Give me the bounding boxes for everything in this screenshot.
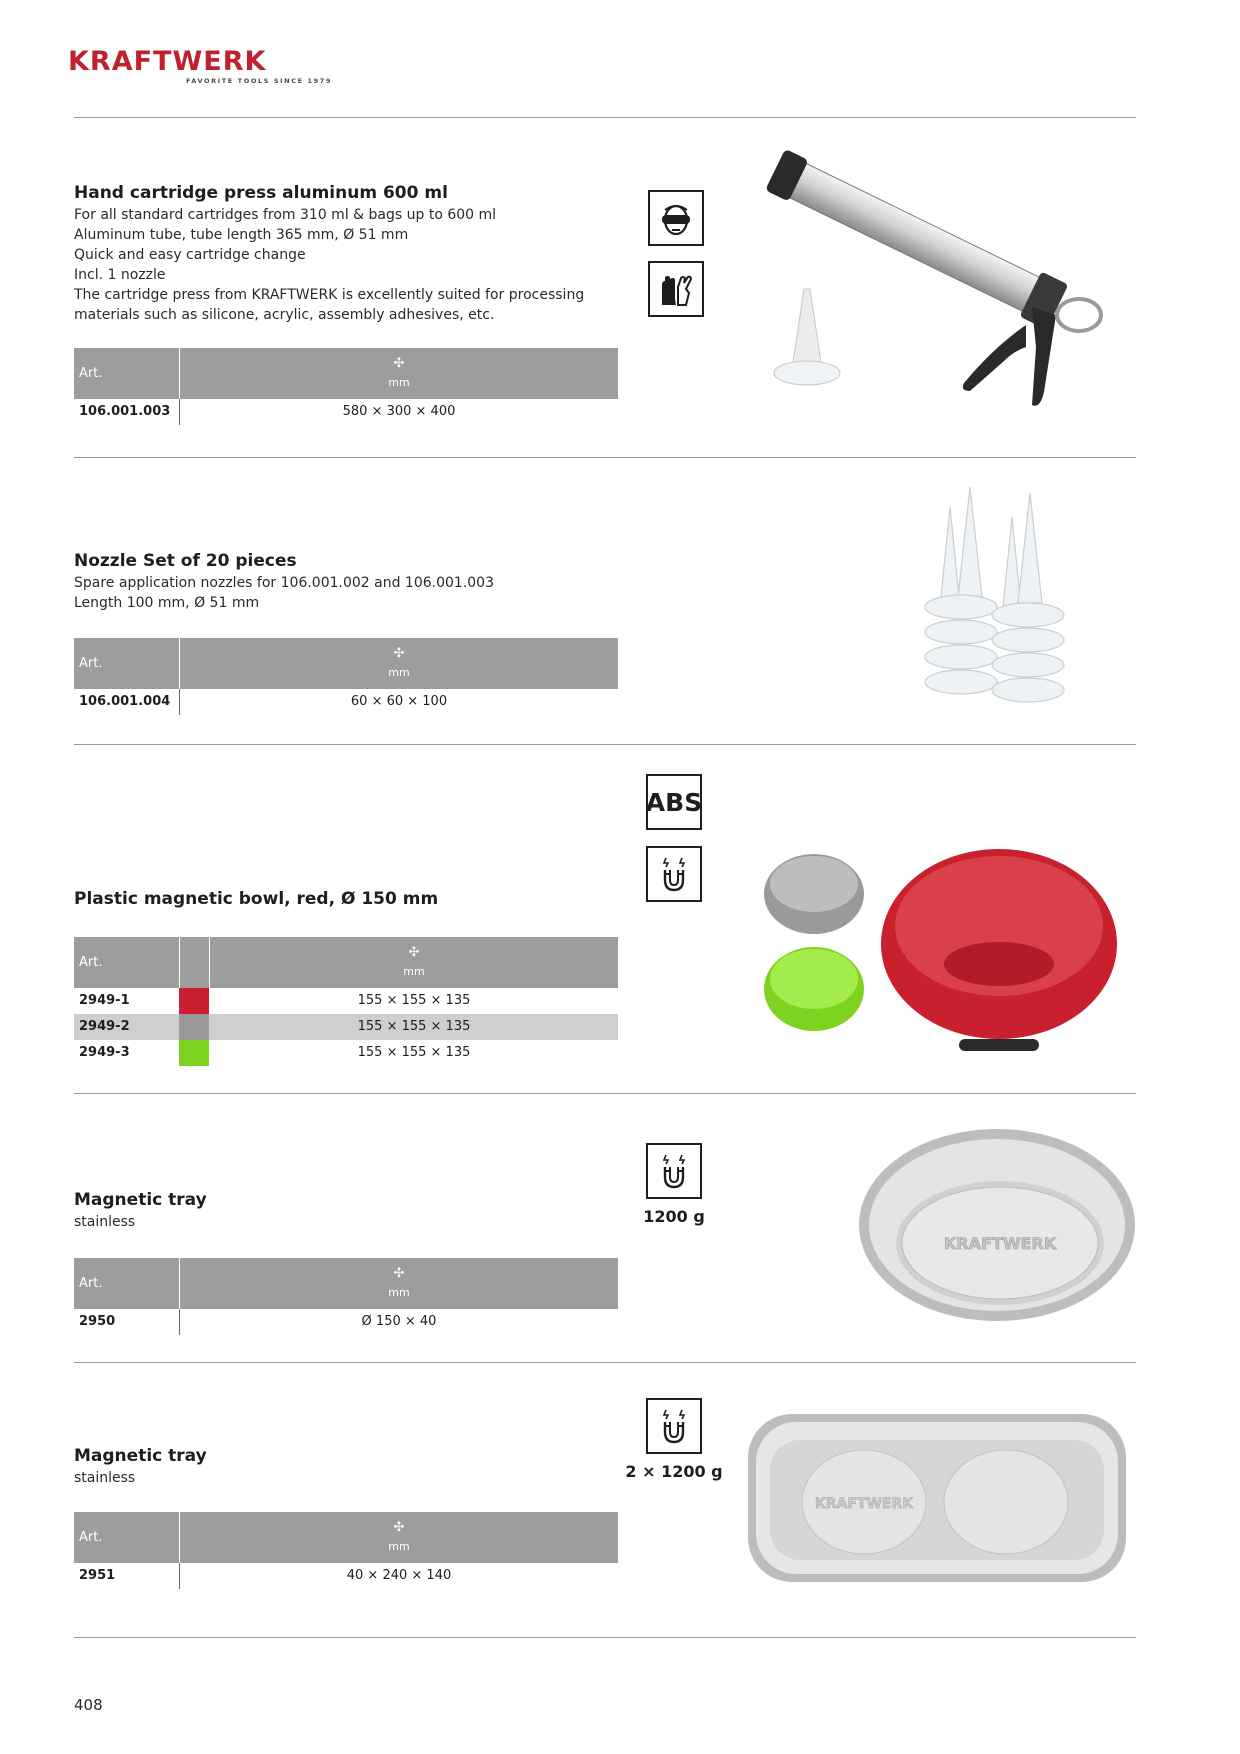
article-number: 2950 xyxy=(79,1314,116,1329)
dimensions-icon: ✣ xyxy=(393,356,405,371)
product-cartridge-press xyxy=(74,117,1136,457)
art-header: Art. xyxy=(79,1530,103,1545)
table-row xyxy=(74,1014,618,1040)
product-title: Plastic magnetic bowl, red, Ø 150 mm xyxy=(74,889,439,909)
product-desc-line: Spare application nozzles for 106.001.002 and 106.001.003 xyxy=(74,575,494,591)
product-title: Hand cartridge press aluminum 600 ml xyxy=(74,183,448,203)
article-table xyxy=(74,1258,618,1335)
table-row xyxy=(74,1309,618,1335)
product-nozzle-set xyxy=(74,457,1136,744)
product-desc-line: Length 100 mm, Ø 51 mm xyxy=(74,595,260,611)
dimensions-icon: ✣ xyxy=(393,1266,405,1281)
product-desc-line: stainless xyxy=(74,1470,136,1486)
table-header xyxy=(74,1512,618,1563)
magnetic-tray-rect-image xyxy=(744,1410,1134,1590)
page-number: 408 xyxy=(74,1696,103,1714)
dimensions-value: 580 × 300 × 400 xyxy=(342,404,456,419)
magnet-icon xyxy=(646,846,702,902)
unit-label: mm xyxy=(388,666,410,679)
product-magnetic-tray-rect xyxy=(74,1362,1136,1637)
magnetic-tray-round-image xyxy=(852,1125,1142,1325)
dimensions-value: 155 × 155 × 135 xyxy=(357,1019,471,1034)
product-desc-line: For all standard cartridges from 310 ml & bags up to 600 ml xyxy=(74,207,497,223)
product-desc-line: materials such as silicone, acrylic, assembly adhesives, etc. xyxy=(74,307,495,323)
unit-label: mm xyxy=(388,376,410,389)
article-number: 2951 xyxy=(79,1568,116,1583)
safety-goggles-icon xyxy=(648,190,704,246)
art-header: Art. xyxy=(79,955,103,970)
product-magnetic-tray-round xyxy=(74,1093,1136,1362)
color-swatch xyxy=(179,988,209,1014)
tray-brand-text: KRAFTWERK xyxy=(943,1234,1057,1253)
section-divider xyxy=(74,1637,1136,1638)
dimensions-icon: ✣ xyxy=(393,1520,405,1535)
dimensions-value: 155 × 155 × 135 xyxy=(357,1045,471,1060)
dimensions-icon: ✣ xyxy=(393,646,405,661)
article-number: 106.001.003 xyxy=(79,404,171,419)
product-title: Nozzle Set of 20 pieces xyxy=(74,551,297,571)
table-row xyxy=(74,1040,618,1066)
dimensions-value: 155 × 155 × 135 xyxy=(357,993,471,1008)
nozzle-set-image xyxy=(916,487,1076,717)
product-title: Magnetic tray xyxy=(74,1190,207,1210)
article-table xyxy=(74,638,618,715)
art-header: Art. xyxy=(79,656,103,671)
product-magnetic-bowl xyxy=(74,744,1136,1093)
table-header xyxy=(74,348,618,399)
brand-name: KRAFTWERK xyxy=(68,46,267,77)
article-number: 106.001.004 xyxy=(79,694,171,709)
product-desc-line: Quick and easy cartridge change xyxy=(74,247,306,263)
art-header: Art. xyxy=(79,366,103,381)
article-number: 2949-1 xyxy=(79,993,130,1008)
article-table xyxy=(74,937,618,1066)
dimensions-value: Ø 150 × 40 xyxy=(361,1314,437,1329)
magnet-icon xyxy=(646,1143,702,1199)
protective-gloves-icon xyxy=(648,261,704,317)
article-table xyxy=(74,1512,618,1589)
art-header: Art. xyxy=(79,1276,103,1291)
color-swatch xyxy=(179,1040,209,1066)
brand-tagline: FAVORITE TOOLS SINCE 1979 xyxy=(186,77,332,85)
dimensions-icon: ✣ xyxy=(408,945,420,960)
article-table xyxy=(74,348,618,425)
table-header xyxy=(74,1258,618,1309)
table-row xyxy=(74,689,618,715)
abs-label: ABS xyxy=(645,787,703,817)
magnetic-bowls-image xyxy=(754,844,1124,1074)
unit-label: mm xyxy=(403,965,425,978)
product-desc-line: stainless xyxy=(74,1214,136,1230)
abs-icon xyxy=(646,774,702,830)
table-header xyxy=(74,638,618,689)
magnet-weight: 2 × 1200 g xyxy=(625,1462,723,1481)
table-row xyxy=(74,1563,618,1589)
table-row xyxy=(74,399,618,425)
color-swatch xyxy=(179,1014,209,1040)
cartridge-press-image xyxy=(764,147,1114,437)
article-number: 2949-2 xyxy=(79,1019,130,1034)
dimensions-value: 60 × 60 × 100 xyxy=(350,694,448,709)
product-desc-line: Aluminum tube, tube length 365 mm, Ø 51 mm xyxy=(74,227,409,243)
table-row xyxy=(74,988,618,1014)
dimensions-value: 40 × 240 × 140 xyxy=(346,1568,452,1583)
unit-label: mm xyxy=(388,1540,410,1553)
product-desc-line: The cartridge press from KRAFTWERK is excellently suited for processing xyxy=(74,287,585,303)
magnet-icon xyxy=(646,1398,702,1454)
product-desc-line: Incl. 1 nozzle xyxy=(74,267,166,283)
product-title: Magnetic tray xyxy=(74,1446,207,1466)
article-number: 2949-3 xyxy=(79,1045,130,1060)
magnet-weight: 1200 g xyxy=(643,1207,705,1226)
brand-logo xyxy=(68,48,332,85)
table-header xyxy=(74,937,618,988)
tray-brand-text: KRAFTWERK xyxy=(814,1496,914,1512)
unit-label: mm xyxy=(388,1286,410,1299)
